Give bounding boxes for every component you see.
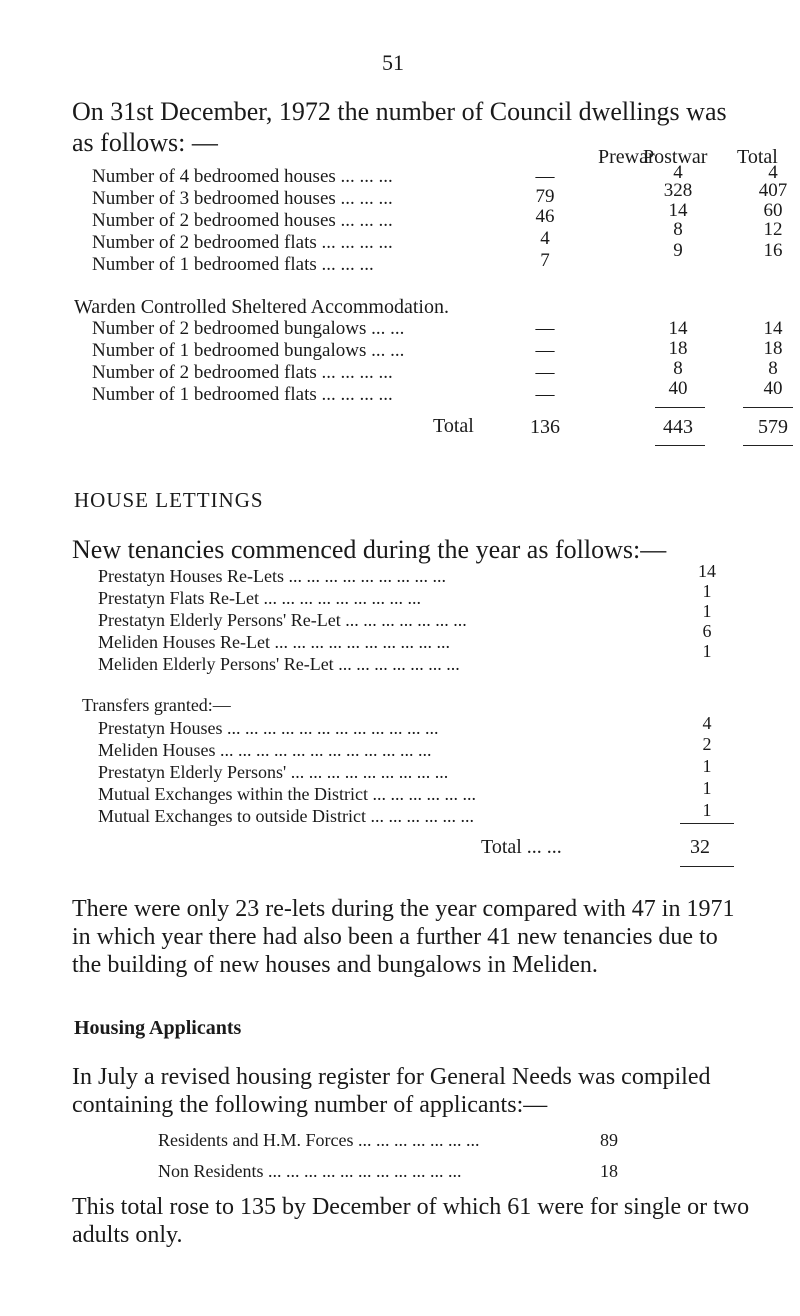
lettings-lead: New tenancies commenced during the year as follows:— [72,535,667,564]
dwellings-total-postwar: 443 [663,416,693,438]
total-rule-top [743,407,793,408]
list-item-value: 1 [702,778,712,798]
lettings-heading: HOUSE LETTINGS [74,488,264,512]
list-item-label: Residents and H.M. Forces ... ... ... ... ... ... ... [158,1130,480,1150]
warden-total: 8 [768,358,778,379]
list-item-label: Meliden Houses ... ... ... ... ... ... ... ... ... ... ... ... [98,740,432,760]
dwelling-label: Number of 2 bedroomed houses ... ... ... [92,210,393,231]
page-number: 51 [382,50,404,75]
dwelling-prewar: 4 [540,228,550,249]
dwellings-total-prewar: 136 [530,416,560,438]
dwelling-prewar: — [535,166,555,187]
lettings-total-label: Total ... ... [481,836,562,858]
list-item-value: 14 [698,561,716,581]
relet-paragraph: There were only 23 re-lets during the year compared with 47 in 1971 in which year there had also been a further 41 new tenancies due to the building of new houses and bungalows in Meliden. [72,896,735,978]
warden-label: Number of 2 bedroomed flats ... ... ... ... [92,362,393,383]
warden-total: 40 [763,378,783,399]
dwelling-postwar: 8 [673,219,683,240]
postwar-rule-top [655,407,705,408]
lettings-total-value: 32 [690,836,710,858]
dwelling-label: Number of 2 bedroomed flats ... ... ... ... [92,232,393,253]
warden-prewar: — [535,340,555,361]
warden-postwar: 14 [668,318,688,339]
postwar-rule-bottom [655,445,705,446]
list-item-label: Meliden Elderly Persons' Re-Let ... ... ... ... ... ... ... [98,654,460,674]
warden-total: 14 [763,318,783,339]
list-item-label: Prestatyn Elderly Persons' ... ... ... ... ... ... ... ... ... [98,762,449,782]
applicants-paragraph: In July a revised housing register for General Needs was compiled containing the following number of applicants:— [72,1064,711,1118]
list-item-label: Prestatyn Flats Re-Let ... ... ... ... ... ... ... ... ... [98,588,421,608]
list-item-label: Meliden Houses Re-Let ... ... ... ... ... ... ... ... ... ... [98,632,450,652]
list-item-value: 18 [600,1161,618,1181]
list-item-label: Prestatyn Houses ... ... ... ... ... ... ... ... ... ... ... ... [98,718,439,738]
lettings-rule-top [680,823,734,824]
transfers-label: Transfers granted:— [82,695,231,715]
dwelling-total: 4 [768,162,778,183]
warden-label: Number of 1 bedroomed flats ... ... ... ... [92,384,393,405]
list-item-value: 1 [702,641,712,661]
dwelling-postwar: 9 [673,240,683,261]
list-item-value: 4 [702,713,712,733]
dwellings-total-total: 579 [758,416,788,438]
dwelling-prewar: 7 [540,250,550,271]
warden-heading: Warden Controlled Sheltered Accommodation. [74,296,449,318]
warden-label: Number of 1 bedroomed bungalows ... ... [92,340,405,361]
warden-postwar: 8 [673,358,683,379]
list-item-label: Non Residents ... ... ... ... ... ... ... ... ... ... ... [158,1161,462,1181]
dwelling-total: 16 [763,240,783,261]
dwelling-prewar: 79 [535,186,555,207]
list-item-value: 1 [702,756,712,776]
dwelling-postwar: 328 [663,180,693,201]
warden-postwar: 40 [668,378,688,399]
header-postwar: Postwar [643,146,708,168]
dwelling-label: Number of 1 bedroomed flats ... ... ... [92,254,374,275]
warden-prewar: — [535,384,555,405]
warden-total: 18 [763,338,783,359]
header-prewar: Prewar [598,146,655,168]
list-item-label: Mutual Exchanges to outside District ... ... ... ... ... ... [98,806,474,826]
dwelling-label: Number of 4 bedroomed houses ... ... ... [92,166,393,187]
list-item-label: Mutual Exchanges within the District ... ... ... ... ... ... [98,784,476,804]
intro-line-2: as follows: — [72,128,218,157]
lettings-rule-bottom [680,866,734,867]
dwelling-postwar: 14 [668,200,688,221]
warden-label: Number of 2 bedroomed bungalows ... ... [92,318,405,339]
dwellings-total-label: Total [433,415,474,437]
dwelling-postwar: 4 [673,162,683,183]
closing-paragraph: This total rose to 135 by December of which 61 were for single or two adults only. [72,1194,750,1248]
list-item-value: 1 [702,601,712,621]
list-item-value: 1 [702,581,712,601]
applicants-heading: Housing Applicants [74,1017,242,1039]
warden-postwar: 18 [668,338,688,359]
dwelling-total: 407 [758,180,788,201]
intro-line-1: On 31st December, 1972 the number of Council dwellings was [72,97,727,126]
warden-prewar: — [535,362,555,383]
list-item-value: 2 [702,734,712,754]
list-item-value: 1 [702,800,712,820]
list-item-value: 6 [702,621,712,641]
dwelling-total: 60 [763,200,783,221]
list-item-label: Prestatyn Elderly Persons' Re-Let ... ... ... ... ... ... ... [98,610,467,630]
dwelling-label: Number of 3 bedroomed houses ... ... ... [92,188,393,209]
list-item-label: Prestatyn Houses Re-Lets ... ... ... ... ... ... ... ... ... [98,566,446,586]
total-rule-bottom [743,445,793,446]
dwelling-prewar: 46 [535,206,555,227]
warden-prewar: — [535,318,555,339]
header-total: Total [737,146,778,168]
list-item-value: 89 [600,1130,618,1150]
dwelling-total: 12 [763,219,783,240]
